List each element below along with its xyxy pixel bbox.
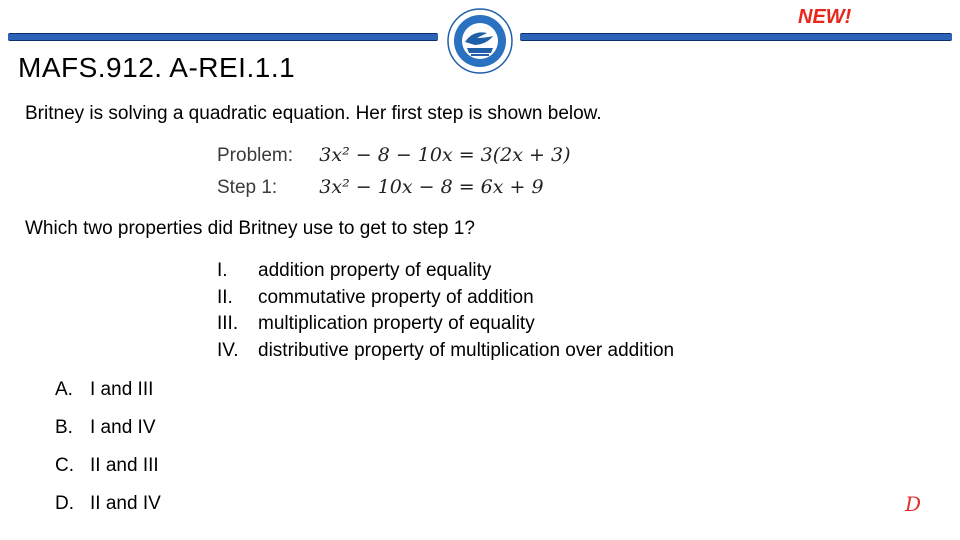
question-text: Which two properties did Britney use to get to step 1? — [25, 218, 475, 239]
property-text: distributive property of multiplication over addition — [258, 339, 675, 361]
property-number: II. — [217, 286, 233, 308]
answer-choice-b[interactable] — [55, 417, 156, 439]
problem-label: Problem: — [217, 145, 294, 166]
property-item — [217, 338, 674, 365]
property-list — [217, 258, 674, 364]
choice-text: I and IV — [90, 417, 156, 438]
answer-choice-c[interactable] — [55, 455, 159, 477]
answer-choice-d[interactable] — [55, 493, 161, 515]
answer-key: D — [905, 492, 922, 516]
step1-row — [217, 176, 544, 199]
property-number: III. — [217, 313, 239, 334]
property-item — [217, 285, 674, 312]
choice-letter: B. — [55, 417, 73, 438]
property-text: commutative property of addition — [258, 286, 534, 308]
choice-text: II and III — [90, 455, 159, 476]
problem-intro: Britney is solving a quadratic equation. Her first step is shown below. — [25, 103, 602, 124]
header-divider-left — [8, 33, 438, 41]
page-title: MAFS.912. A-REI.1.1 — [18, 52, 296, 83]
school-district-seal-icon — [447, 8, 513, 74]
step1-equation: 3x² − 10x − 8 = 6x + 9 — [319, 176, 544, 198]
choice-text: I and III — [90, 379, 154, 400]
property-text: multiplication property of equality — [258, 313, 535, 334]
property-text: addition property of equality — [258, 260, 492, 281]
new-badge: NEW! — [798, 6, 852, 28]
header-divider-right — [520, 33, 952, 41]
step1-label: Step 1: — [217, 177, 278, 198]
property-item — [217, 258, 674, 285]
problem-equation: 3x² − 8 − 10x = 3(2x + 3) — [319, 144, 571, 166]
problem-row — [217, 144, 570, 167]
answer-choice-a[interactable] — [55, 379, 153, 401]
property-number: IV. — [217, 339, 239, 361]
choice-letter: A. — [55, 379, 73, 400]
choice-text: II and IV — [90, 493, 161, 514]
choice-letter: D. — [55, 493, 74, 514]
choice-letter: C. — [55, 455, 74, 476]
property-number: I. — [217, 260, 228, 281]
property-item — [217, 311, 674, 338]
